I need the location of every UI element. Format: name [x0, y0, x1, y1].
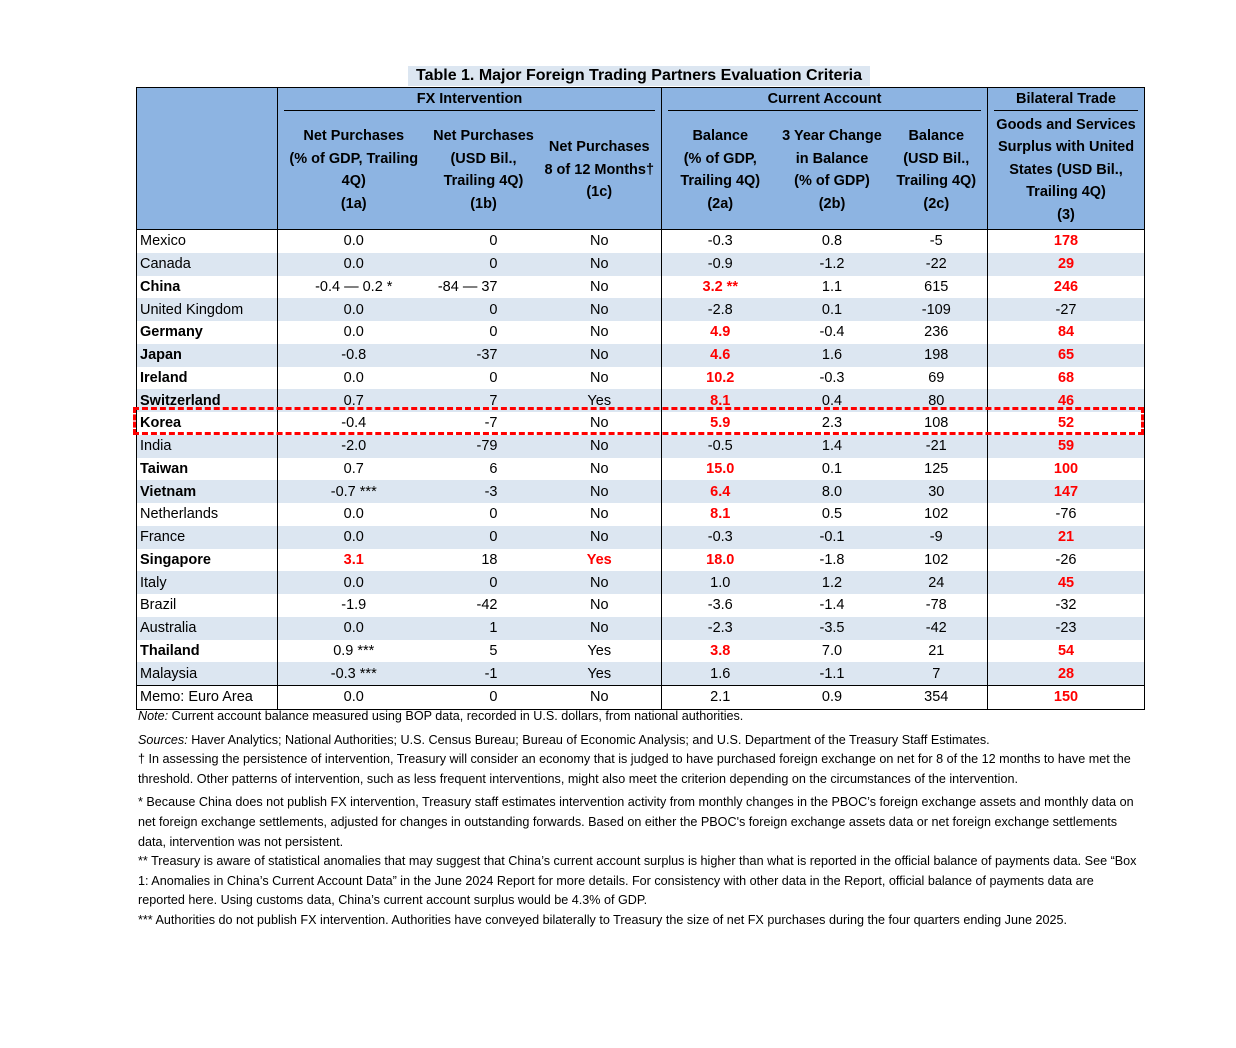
cell-c2c: -21: [886, 435, 988, 458]
country-name-cell: Ireland: [140, 369, 188, 386]
cell-c1a: 0.7: [278, 458, 430, 481]
korea-highlight-box: [133, 407, 1144, 435]
cell-c1a: 3.1: [278, 549, 430, 572]
table-row: [137, 686, 1145, 710]
cell-c2a: 18.0: [662, 549, 779, 572]
cell-c2a: 3.8: [662, 640, 779, 663]
cell-c1b: 0: [430, 686, 538, 710]
cell-c3: -23: [988, 617, 1145, 640]
cell-c1a: -2.0: [278, 435, 430, 458]
cell-c1b: 0: [430, 571, 538, 594]
country-name-cell: Taiwan: [140, 460, 189, 477]
cell-c1b: 0: [489, 324, 498, 341]
cell-c1c: No: [538, 230, 662, 253]
group-bilateral-trade: Bilateral Trade: [988, 88, 1145, 112]
cell-c1a: -0.4: [278, 412, 430, 435]
cell-c1b: 0: [430, 230, 538, 253]
country-name-cell: China: [140, 278, 181, 295]
cell-c1a: 0.0: [278, 298, 430, 321]
cell-c2a: 10.2: [662, 367, 779, 390]
table-row: [137, 344, 1145, 367]
cell-c2c: 354: [886, 686, 988, 710]
cell-c1c: No: [538, 526, 662, 549]
cell-c1b: -7: [484, 415, 498, 432]
country-name-cell: Thailand: [140, 642, 200, 659]
cell-c1c: No: [589, 415, 609, 432]
cell-c2b: 0.5: [821, 506, 843, 523]
cell-c1c: No: [589, 369, 609, 386]
cell-c2a: 5.9: [662, 412, 779, 435]
cell-c2b: 7.0: [821, 642, 843, 659]
cell-c1b: -79: [430, 435, 538, 458]
cell-c1b: -84 — 37: [437, 278, 498, 295]
cell-c2a: -2.3: [662, 617, 779, 640]
country-name-cell: Italy: [137, 571, 278, 594]
cell-c1a: 0.0: [278, 230, 430, 253]
cell-c2b: 0.9: [779, 686, 886, 710]
cell-c1b: 0: [489, 369, 498, 386]
cell-c1a: 0.7: [278, 389, 430, 412]
table-notes: [138, 707, 1138, 931]
cell-c1b: -3: [430, 480, 538, 503]
cell-c2c: 7: [886, 662, 988, 685]
country-header-cell: [137, 88, 278, 230]
cell-c3: 21: [988, 526, 1145, 549]
cell-c3: 100: [988, 458, 1145, 481]
cell-c2c: 24: [886, 571, 988, 594]
cell-c1b: -42: [476, 597, 498, 614]
cell-c2b: 0.1: [821, 460, 843, 477]
cell-c1c: No: [589, 597, 609, 614]
cell-c3: 178: [988, 230, 1145, 253]
cell-c2a: 4.9: [662, 321, 779, 344]
table-body: [137, 230, 1145, 710]
table-row: [137, 549, 1145, 572]
cell-c1b: 6: [489, 460, 498, 477]
cell-c1b: 0: [430, 253, 538, 276]
country-name-cell: Netherlands: [140, 506, 219, 523]
cell-c1b: 0: [489, 506, 498, 523]
cell-c2c: 198: [886, 344, 988, 367]
table-row: [137, 298, 1145, 321]
cell-c2b: 2.3: [821, 415, 843, 432]
cell-c1c: No: [589, 506, 609, 523]
table-row: [137, 640, 1145, 663]
table-row: [137, 458, 1145, 481]
cell-c1c: No: [589, 278, 609, 295]
cell-c2b: 0.8: [779, 230, 886, 253]
cell-c3: 29: [988, 253, 1145, 276]
cell-c1c: Yes: [586, 551, 612, 568]
country-name-cell: Germany: [140, 324, 203, 341]
cell-c2a: 8.1: [662, 389, 779, 412]
table-row: [137, 662, 1145, 685]
cell-c2a: -2.8: [662, 298, 779, 321]
cell-c1a: -0.7 ***: [278, 480, 430, 503]
country-name-cell: Canada: [137, 253, 278, 276]
cell-c1a: -1.9: [278, 594, 430, 617]
cell-c2b: 8.0: [779, 480, 886, 503]
cell-c2c: -109: [886, 298, 988, 321]
cell-c2b: 1.6: [779, 344, 886, 367]
cell-c2b: 0.1: [779, 298, 886, 321]
col-header-2a: Balance (% of GDP, Trailing 4Q) (2a): [662, 111, 779, 230]
cell-c2a: 15.0: [662, 458, 779, 481]
col-header-1b: Net Purchases (USD Bil., Trailing 4Q) (1b): [430, 111, 538, 230]
cell-c2c: 236: [924, 324, 949, 341]
evaluation-table: [136, 87, 1145, 710]
cell-c1b: -37: [430, 344, 538, 367]
cell-c2a: 2.1: [662, 686, 779, 710]
cell-c2c: 80: [886, 389, 988, 412]
cell-c3: -27: [988, 298, 1145, 321]
star3-footnote: *** Authorities do not publish FX intervention. Authorities have conveyed bilaterally to Treasury the size of net FX purchases during the four quarters ending June 2025.: [138, 912, 1067, 927]
cell-c1c: Yes: [538, 389, 662, 412]
country-name-cell: Japan: [137, 344, 278, 367]
country-name-cell: Vietnam: [137, 480, 278, 503]
cell-c1a: 0.0: [278, 253, 430, 276]
cell-c1a: 0.0: [278, 686, 430, 710]
cell-c2b: 0.4: [779, 389, 886, 412]
cell-c2c: -42: [886, 617, 988, 640]
cell-c3: 150: [988, 686, 1145, 710]
sources-line: Sources: Haver Analytics; National Authorities; U.S. Census Bureau; Bureau of Economic Analysis; and U.S. Department of the Treasury Staff Estimates.: [138, 732, 990, 747]
country-name-cell: Singapore: [140, 551, 211, 568]
cell-c1a: 0.0: [278, 571, 430, 594]
star2-footnote: ** Treasury is aware of statistical anomalies that may suggest that China’s current account surplus is higher than what is reported in the official balance of payments data. See “Box 1: Anomalies in China’s Current Account Data” in the June 2024 Report for more details. For consistency with other data in the Report, official balance of payments data are reported here. Using customs data, China’s current account surplus would be 4.3% of GDP.: [138, 854, 1137, 908]
cell-c3: 46: [988, 389, 1145, 412]
table-title: Table 1. Major Foreign Trading Partners Evaluation Criteria: [408, 66, 870, 86]
cell-c3: -76: [988, 503, 1145, 526]
cell-c2b: 1.2: [779, 571, 886, 594]
group-current-account: Current Account: [662, 88, 988, 112]
cell-c2a: 1.0: [662, 571, 779, 594]
cell-c2a: -0.5: [662, 435, 779, 458]
country-name-cell: Australia: [137, 617, 278, 640]
cell-c3: -26: [988, 549, 1145, 572]
cell-c2c: -5: [886, 230, 988, 253]
cell-c2b: -0.1: [779, 526, 886, 549]
cell-c1b: -1: [430, 662, 538, 685]
cell-c3: 52: [988, 412, 1145, 435]
table-row: [137, 503, 1145, 526]
country-name-cell: France: [137, 526, 278, 549]
cell-c3: 246: [988, 276, 1145, 299]
cell-c2c: 102: [924, 506, 949, 523]
table-row: [137, 230, 1145, 253]
cell-c3: -32: [988, 594, 1145, 617]
table-row: [137, 435, 1145, 458]
cell-c2c: -22: [886, 253, 988, 276]
cell-c2b: 1.1: [821, 278, 843, 295]
evaluation-table-container: [136, 87, 1144, 710]
cell-c3: 59: [988, 435, 1145, 458]
cell-c2b: -1.1: [779, 662, 886, 685]
cell-c1a: 0.0: [278, 526, 430, 549]
table-row: [137, 276, 1145, 299]
cell-c1a: 0.0: [278, 503, 430, 526]
cell-c2b: 1.4: [779, 435, 886, 458]
country-name-cell: India: [137, 435, 278, 458]
cell-c1c: No: [538, 571, 662, 594]
cell-c2a: 6.4: [662, 480, 779, 503]
group-fx-intervention: FX Intervention: [278, 88, 662, 112]
table-row: [137, 571, 1145, 594]
country-name-cell: Switzerland: [137, 389, 278, 412]
cell-c1b: 0: [430, 298, 538, 321]
cell-c1a: 0.0: [278, 321, 430, 344]
cell-c1b: 0: [430, 526, 538, 549]
cell-c1c: Yes: [587, 642, 612, 659]
cell-c1a: 0.9 ***: [278, 640, 430, 663]
country-name-cell: Brazil: [140, 597, 177, 614]
cell-c2a: 3.2 **: [662, 276, 779, 299]
cell-c2a: 4.6: [662, 344, 779, 367]
cell-c3: 68: [988, 367, 1145, 390]
cell-c2b: -1.8: [819, 551, 845, 568]
cell-c1c: No: [538, 298, 662, 321]
col-header-3: Goods and Services Surplus with United States (USD Bil., Trailing 4Q) (3): [988, 111, 1145, 230]
cell-c1c: Yes: [538, 662, 662, 685]
cell-c1a: -0.4 — 0.2 *: [278, 276, 430, 299]
cell-c2a: -0.3: [662, 526, 779, 549]
cell-c3: 45: [988, 571, 1145, 594]
table-row: [137, 321, 1145, 344]
cell-c2a: 8.1: [662, 503, 779, 526]
cell-c3: 28: [988, 662, 1145, 685]
country-name-cell: Korea: [140, 415, 182, 432]
cell-c1a: 0.0: [278, 367, 430, 390]
cell-c2a: -3.6: [662, 594, 779, 617]
cell-c2c: 615: [924, 278, 949, 295]
cell-c2b: -3.5: [779, 617, 886, 640]
cell-c3: 147: [988, 480, 1145, 503]
cell-c2b: -0.3: [819, 369, 845, 386]
cell-c1a: -0.8: [278, 344, 430, 367]
cell-c2c: -9: [886, 526, 988, 549]
col-header-2c: Balance (USD Bil., Trailing 4Q) (2c): [886, 111, 988, 230]
note-line: Note: Current account balance measured using BOP data, recorded in U.S. dollars, from national authorities.: [138, 709, 744, 723]
cell-c1b: 18: [481, 551, 498, 568]
col-header-1c: Net Purchases 8 of 12 Months† (1c): [538, 111, 662, 230]
country-name-cell: Mexico: [137, 230, 278, 253]
cell-c1a: 0.0: [278, 617, 430, 640]
country-name-cell: Malaysia: [137, 662, 278, 685]
star1-footnote: * Because China does not publish FX intervention, Treasury staff estimates intervention activity from monthly changes in the PBOC’s foreign exchange assets and monthly data on net foreign exchange settlements, adjusted for changes in outstanding forwards. Based on either the PBOC's foreign exchange assets data or net foreign exchange settlements data, intervention was not persistent.: [138, 795, 1134, 849]
cell-c1c: No: [538, 617, 662, 640]
dagger-footnote: † In assessing the persistence of intervention, Treasury will consider an economy that is judged to have purchased foreign exchange on net for 8 of the 12 months to have met the threshold. Other patterns of intervention, such as less frequent interventions, might also meet the criterion depending on the circumstances of the intervention.: [138, 752, 1131, 786]
cell-c2c: -78: [925, 597, 947, 614]
table-row: [137, 594, 1145, 617]
cell-c2b: -0.4: [819, 324, 845, 341]
cell-c2b: -1.2: [779, 253, 886, 276]
table-row: [137, 367, 1145, 390]
cell-c2a: 1.6: [662, 662, 779, 685]
cell-c1a: -0.3 ***: [278, 662, 430, 685]
cell-c2a: -0.3: [662, 230, 779, 253]
table-row: [137, 480, 1145, 503]
country-name-cell: United Kingdom: [137, 298, 278, 321]
cell-c2c: 21: [928, 642, 945, 659]
cell-c3: 54: [988, 640, 1145, 663]
country-name-cell: Memo: Euro Area: [137, 686, 278, 710]
cell-c1c: No: [538, 435, 662, 458]
table-row: [137, 526, 1145, 549]
cell-c1b: 1: [430, 617, 538, 640]
col-header-2b: 3 Year Change in Balance (% of GDP) (2b): [779, 111, 886, 230]
cell-c2a: -0.9: [662, 253, 779, 276]
cell-c1c: No: [589, 460, 609, 477]
cell-c1c: No: [538, 344, 662, 367]
cell-c1c: No: [538, 480, 662, 503]
table-row: [137, 253, 1145, 276]
cell-c1b: 7: [430, 389, 538, 412]
cell-c1c: No: [538, 686, 662, 710]
cell-c2b: -1.4: [819, 597, 845, 614]
col-header-1a: Net Purchases (% of GDP, Trailing 4Q) (1a): [278, 111, 430, 230]
cell-c2c: 125: [924, 460, 949, 477]
cell-c3: 84: [988, 321, 1145, 344]
cell-c3: 65: [988, 344, 1145, 367]
table-row: [137, 617, 1145, 640]
cell-c1c: No: [589, 324, 609, 341]
cell-c1c: No: [538, 253, 662, 276]
cell-c2c: 108: [924, 415, 949, 432]
cell-c2c: 69: [928, 369, 945, 386]
cell-c2c: 102: [924, 551, 949, 568]
cell-c1b: 5: [489, 642, 498, 659]
cell-c2c: 30: [886, 480, 988, 503]
